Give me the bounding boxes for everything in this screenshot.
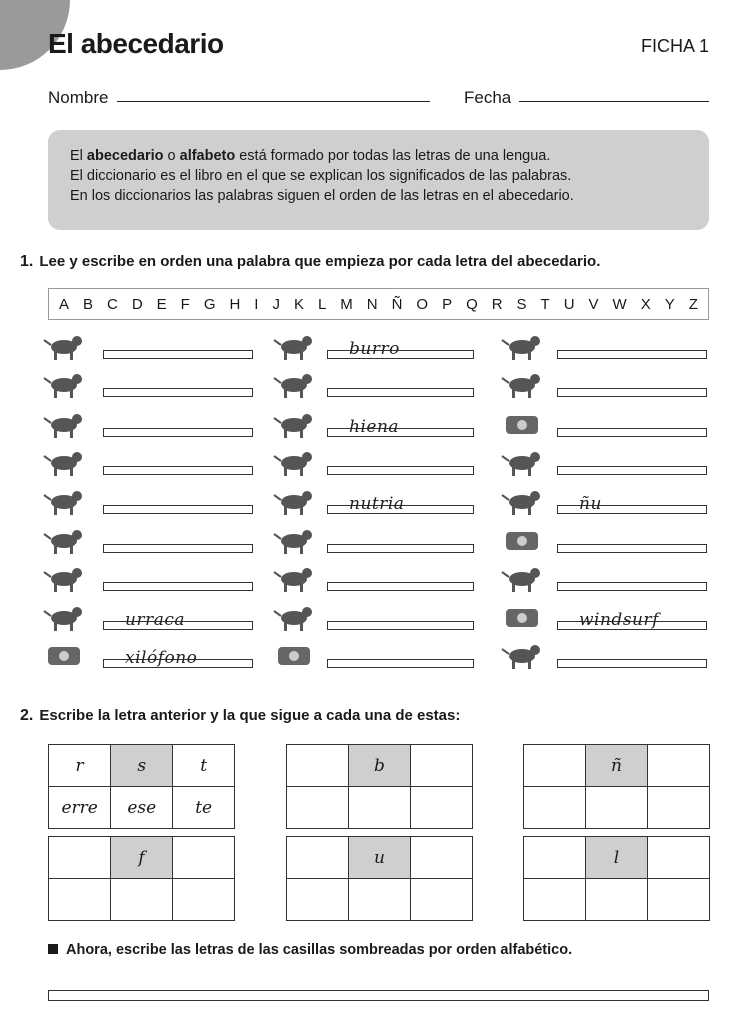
letter-name-cell[interactable]	[585, 879, 647, 921]
name-field[interactable]	[117, 101, 430, 102]
letter-grid	[523, 836, 710, 921]
lizard-icon	[500, 446, 544, 478]
answer-line[interactable]	[557, 428, 707, 437]
frog-icon	[42, 562, 86, 594]
mouse-icon	[272, 446, 316, 478]
alphabet-letter: T	[540, 295, 550, 313]
letter-name-cell[interactable]	[348, 879, 410, 921]
answer-line[interactable]	[557, 350, 707, 359]
letter-grid	[48, 744, 235, 829]
deer-icon	[500, 330, 544, 362]
name-label: Nombre	[48, 88, 109, 107]
letter-cell[interactable]	[173, 837, 235, 879]
example-answer: burro	[349, 339, 400, 359]
alphabet-letter: Y	[664, 295, 675, 313]
answer-line[interactable]	[103, 544, 253, 553]
date-label: Fecha	[464, 88, 512, 107]
alphabet-letter: X	[640, 295, 651, 313]
answer-line[interactable]	[557, 544, 707, 553]
example-answer: windsurf	[579, 610, 659, 630]
letter-name-cell: erre	[49, 787, 111, 829]
letter-cell: t	[173, 745, 235, 787]
letter-cell[interactable]	[49, 837, 111, 879]
letter-cell[interactable]	[524, 837, 586, 879]
alphabet-letter: V	[588, 295, 599, 313]
seal-icon	[500, 368, 544, 400]
answer-line[interactable]	[103, 350, 253, 359]
letter-cell: s	[111, 745, 173, 787]
example-answer: xilófono	[125, 648, 198, 668]
alphabet-letter: L	[317, 295, 327, 313]
info-line-2: El diccionario es el libro en el que se explican los significados de las palabras.	[70, 168, 572, 184]
alphabet-strip	[48, 288, 709, 320]
alphabet-letter: K	[293, 295, 304, 313]
alphabet-letter: U	[563, 295, 575, 313]
dinosaur-icon	[42, 368, 86, 400]
letter-cell[interactable]	[411, 745, 473, 787]
letter-cell[interactable]	[287, 745, 349, 787]
alphabet-letter: H	[229, 295, 241, 313]
final-instruction: Ahora, escribe las letras de las casillas sombreadas por orden alfabético.	[48, 942, 572, 958]
alphabet-letter: W	[612, 295, 627, 313]
alphabet-letter: S	[516, 295, 527, 313]
alphabet-letter: I	[254, 295, 259, 313]
answer-line[interactable]	[557, 388, 707, 397]
cheese-icon	[500, 524, 544, 556]
spider-icon	[42, 330, 86, 362]
alphabet-letter: Q	[466, 295, 478, 313]
letter-name-cell[interactable]	[648, 787, 710, 829]
alphabet-letter: E	[156, 295, 167, 313]
letter-cell[interactable]	[287, 837, 349, 879]
example-answer: nutria	[349, 494, 405, 514]
alphabet-letter: C	[107, 295, 118, 313]
letter-name-cell[interactable]	[648, 879, 710, 921]
monkey-icon	[42, 485, 86, 517]
alphabet-letter: G	[203, 295, 216, 313]
answer-line[interactable]	[327, 544, 474, 553]
yo-yo-icon	[272, 639, 316, 671]
letter-name-cell[interactable]	[411, 879, 473, 921]
answer-line[interactable]	[327, 582, 474, 591]
info-line-3: En los diccionarios las palabras siguen el orden de las letras en el abecedario.	[70, 188, 574, 204]
answer-line[interactable]	[103, 505, 253, 514]
example-answer: ñu	[579, 494, 602, 514]
exercise-2-title: 2. Escribe la letra anterior y la que sigue a cada una de estas:	[20, 707, 461, 724]
letter-grid	[286, 836, 473, 921]
ficha-label: FICHA 1	[640, 36, 709, 56]
letter-cell: b	[348, 745, 410, 787]
giraffe-icon	[42, 446, 86, 478]
alphabet-letter: R	[491, 295, 503, 313]
answer-line[interactable]	[103, 428, 253, 437]
letter-cell[interactable]	[648, 837, 710, 879]
letter-grid	[523, 744, 710, 829]
letter-cell[interactable]	[648, 745, 710, 787]
gnu-icon	[500, 485, 544, 517]
alphabet-letter: O	[416, 295, 429, 313]
xylophone-icon	[42, 639, 86, 671]
letter-cell: ñ	[585, 745, 647, 787]
bullet-square-icon	[48, 944, 58, 954]
letter-cell: u	[348, 837, 410, 879]
alphabet-letter: N	[366, 295, 378, 313]
bird-icon	[42, 601, 86, 633]
letter-name-cell[interactable]	[524, 787, 586, 829]
windsurf-icon	[500, 601, 544, 633]
answer-line[interactable]	[557, 466, 707, 475]
answer-line[interactable]	[103, 388, 253, 397]
turtle-icon	[500, 562, 544, 594]
letter-grid	[286, 744, 473, 829]
igloo-icon	[500, 408, 544, 440]
letter-name-cell: ese	[111, 787, 173, 829]
letter-name-cell: te	[173, 787, 235, 829]
letter-name-cell[interactable]	[524, 879, 586, 921]
info-line-1: El abecedario o alfabeto está formado por todas las letras de una lengua.	[70, 148, 551, 164]
alphabet-letter: D	[131, 295, 143, 313]
letter-name-cell[interactable]	[173, 879, 235, 921]
answer-line[interactable]	[327, 659, 474, 668]
date-field[interactable]	[519, 101, 709, 102]
example-answer: urraca	[125, 610, 185, 630]
cat-icon	[42, 408, 86, 440]
letter-name-cell[interactable]	[411, 787, 473, 829]
example-answer: hiena	[349, 417, 400, 437]
letter-cell: r	[49, 745, 111, 787]
alphabet-letter: M	[340, 295, 353, 313]
letter-cell[interactable]	[524, 745, 586, 787]
answer-line[interactable]	[327, 466, 474, 475]
final-answer-box[interactable]	[48, 990, 709, 1001]
hyena-icon	[272, 408, 316, 440]
page-title: El abecedario	[48, 28, 224, 59]
letter-grid	[48, 836, 235, 921]
otter-icon	[272, 485, 316, 517]
snake-icon	[272, 562, 316, 594]
letter-name-cell[interactable]	[49, 879, 111, 921]
cow-icon	[272, 601, 316, 633]
info-box	[48, 130, 709, 230]
alphabet-letter: Ñ	[391, 295, 403, 313]
answer-line[interactable]	[103, 466, 253, 475]
alphabet-letter: J	[272, 295, 280, 313]
alphabet-letter: Z	[688, 295, 698, 313]
answer-line[interactable]	[103, 582, 253, 591]
fox-icon	[500, 639, 544, 671]
elephant-icon	[272, 368, 316, 400]
alphabet-letter: F	[180, 295, 190, 313]
alphabet-letter: A	[59, 295, 70, 313]
bear-icon	[42, 524, 86, 556]
donkey-icon	[272, 330, 316, 362]
letter-name-cell[interactable]	[110, 879, 172, 921]
letter-cell[interactable]	[411, 837, 473, 879]
letter-cell: l	[585, 837, 647, 879]
answer-line[interactable]	[557, 582, 707, 591]
alphabet-letter: P	[442, 295, 453, 313]
dog-icon	[272, 524, 316, 556]
alphabet-letter: B	[83, 295, 94, 313]
letter-name-cell[interactable]	[287, 879, 349, 921]
letter-name-cell[interactable]	[348, 787, 410, 829]
exercise-1-title: 1. Lee y escribe en orden una palabra que empieza por cada letra del abecedario.	[20, 253, 601, 270]
answer-line[interactable]	[557, 659, 707, 668]
letter-cell: f	[110, 837, 172, 879]
answer-line[interactable]	[327, 388, 474, 397]
letter-name-cell[interactable]	[585, 787, 647, 829]
letter-name-cell[interactable]	[287, 787, 349, 829]
answer-line[interactable]	[327, 621, 474, 630]
